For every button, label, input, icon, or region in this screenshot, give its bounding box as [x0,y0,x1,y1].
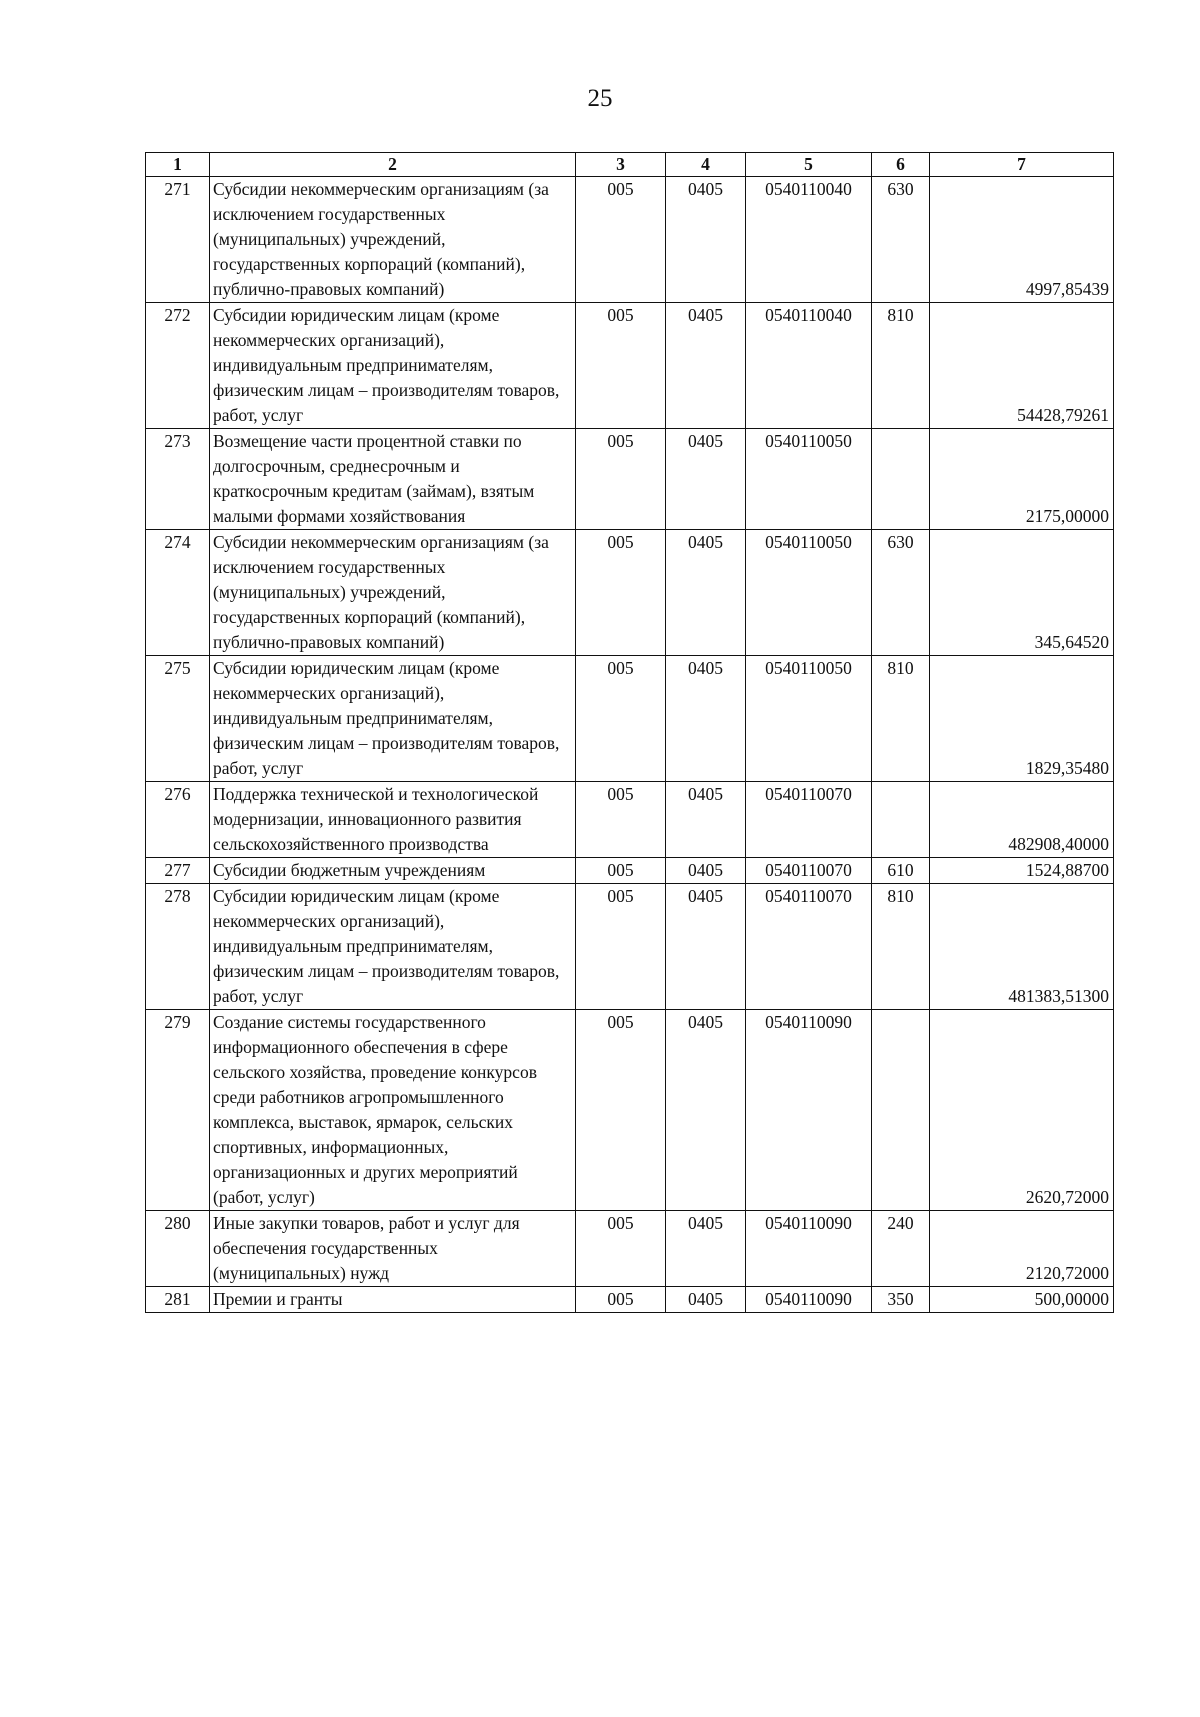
ministry-code: 005 [576,1287,666,1313]
expense-type-code [872,429,930,530]
column-header-2: 2 [210,153,576,177]
column-header-1: 1 [146,153,210,177]
section-code: 0405 [666,884,746,1010]
expense-type-code [872,1010,930,1211]
table-row [146,884,1114,1010]
section-code: 0405 [666,858,746,884]
ministry-code: 005 [576,858,666,884]
section-code: 0405 [666,530,746,656]
table-row [146,177,1114,303]
table-row [146,530,1114,656]
section-code: 0405 [666,1010,746,1211]
ministry-code: 005 [576,303,666,429]
expense-name: Субсидии юридическим лицам (кроме некоммерческих организаций), индивидуальным предпринимателям, физическим лицам – производителям товаров, работ, услуг [210,303,576,429]
row-number: 272 [146,303,210,429]
row-number: 274 [146,530,210,656]
expense-name: Субсидии юридическим лицам (кроме некоммерческих организаций), индивидуальным предпринимателям, физическим лицам – производителям товаров, работ, услуг [210,656,576,782]
ministry-code: 005 [576,177,666,303]
table-row [146,782,1114,858]
amount: 4997,85439 [930,177,1114,303]
section-code: 0405 [666,1211,746,1287]
expense-type-code: 630 [872,530,930,656]
amount: 2620,72000 [930,1010,1114,1211]
table-row [146,1010,1114,1211]
amount: 345,64520 [930,530,1114,656]
section-code: 0405 [666,782,746,858]
expense-type-code: 630 [872,177,930,303]
target-article-code: 0540110050 [746,530,872,656]
target-article-code: 0540110050 [746,656,872,782]
table-row [146,429,1114,530]
target-article-code: 0540110090 [746,1211,872,1287]
ministry-code: 005 [576,884,666,1010]
ministry-code: 005 [576,1211,666,1287]
section-code: 0405 [666,177,746,303]
ministry-code: 005 [576,1010,666,1211]
table-row [146,858,1114,884]
amount: 482908,40000 [930,782,1114,858]
amount: 1829,35480 [930,656,1114,782]
row-number: 273 [146,429,210,530]
expense-type-code: 810 [872,656,930,782]
header-row [146,153,1114,177]
table-row [146,656,1114,782]
expense-name: Создание системы государственного информационного обеспечения в сфере сельского хозяйства, проведение конкурсов среди работников агропромышленного комплекса, выставок, ярмарок, сельских спортивных, информационных, организационных и других мероприятий (работ, услуг) [210,1010,576,1211]
amount: 1524,88700 [930,858,1114,884]
target-article-code: 0540110090 [746,1287,872,1313]
expense-name: Возмещение части процентной ставки по долгосрочным, среднесрочным и краткосрочным кредитам (займам), взятым малыми формами хозяйствования [210,429,576,530]
expense-name: Субсидии юридическим лицам (кроме некоммерческих организаций), индивидуальным предпринимателям, физическим лицам – производителям товаров, работ, услуг [210,884,576,1010]
expense-type-code: 810 [872,884,930,1010]
target-article-code: 0540110090 [746,1010,872,1211]
amount: 500,00000 [930,1287,1114,1313]
column-header-4: 4 [666,153,746,177]
table-row [146,1211,1114,1287]
row-number: 280 [146,1211,210,1287]
section-code: 0405 [666,1287,746,1313]
expense-type-code [872,782,930,858]
column-header-6: 6 [872,153,930,177]
ministry-code: 005 [576,429,666,530]
expense-type-code: 240 [872,1211,930,1287]
expense-type-code: 810 [872,303,930,429]
expense-name: Премии и гранты [210,1287,576,1313]
amount: 481383,51300 [930,884,1114,1010]
expense-name: Поддержка технической и технологической модернизации, инновационного развития сельскохозяйственного производства [210,782,576,858]
expense-name: Иные закупки товаров, работ и услуг для обеспечения государственных (муниципальных) нужд [210,1211,576,1287]
ministry-code: 005 [576,530,666,656]
expense-name: Субсидии некоммерческим организациям (за исключением государственных (муниципальных) учреждений, государственных корпораций (компаний), публично-правовых компаний) [210,530,576,656]
row-number: 271 [146,177,210,303]
table-row [146,1287,1114,1313]
amount: 2175,00000 [930,429,1114,530]
target-article-code: 0540110070 [746,884,872,1010]
target-article-code: 0540110070 [746,782,872,858]
row-number: 278 [146,884,210,1010]
row-number: 279 [146,1010,210,1211]
section-code: 0405 [666,303,746,429]
expense-type-code: 610 [872,858,930,884]
column-header-7: 7 [930,153,1114,177]
page-number: 25 [587,85,613,112]
ministry-code: 005 [576,782,666,858]
ministry-code: 005 [576,656,666,782]
row-number: 276 [146,782,210,858]
budget-table [145,152,1114,1313]
target-article-code: 0540110040 [746,303,872,429]
target-article-code: 0540110050 [746,429,872,530]
row-number: 275 [146,656,210,782]
column-header-5: 5 [746,153,872,177]
table-row [146,303,1114,429]
expense-name: Субсидии некоммерческим организациям (за исключением государственных (муниципальных) учреждений, государственных корпораций (компаний), публично-правовых компаний) [210,177,576,303]
section-code: 0405 [666,429,746,530]
target-article-code: 0540110070 [746,858,872,884]
section-code: 0405 [666,656,746,782]
target-article-code: 0540110040 [746,177,872,303]
amount: 2120,72000 [930,1211,1114,1287]
row-number: 277 [146,858,210,884]
amount: 54428,79261 [930,303,1114,429]
column-header-3: 3 [576,153,666,177]
expense-type-code: 350 [872,1287,930,1313]
expense-name: Субсидии бюджетным учреждениям [210,858,576,884]
row-number: 281 [146,1287,210,1313]
